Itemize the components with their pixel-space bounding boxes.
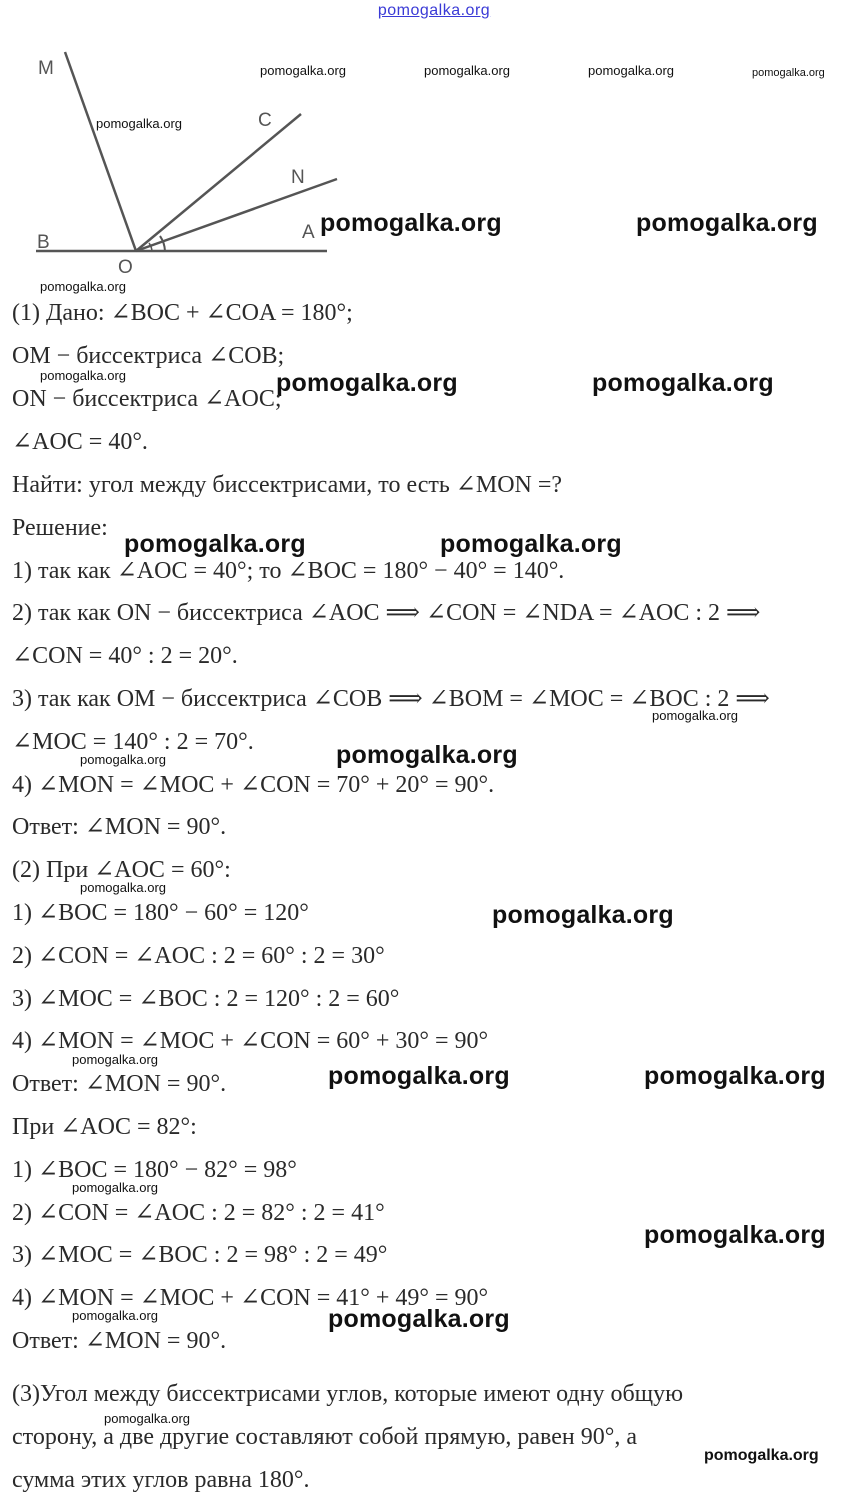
watermark: pomogalka.org bbox=[72, 1180, 158, 1195]
solution-step: 3) ∠MOC = ∠BOC : 2 = 120° : 2 = 60° bbox=[12, 986, 400, 1012]
label-M: M bbox=[38, 58, 54, 79]
watermark: pomogalka.org bbox=[336, 741, 518, 769]
solution-step: 4) ∠MON = ∠MOC + ∠CON = 70° + 20° = 90°. bbox=[12, 772, 495, 798]
ray-OC bbox=[136, 114, 301, 251]
watermark: pomogalka.org bbox=[752, 67, 825, 79]
angle-arc bbox=[160, 236, 165, 251]
watermark: pomogalka.org bbox=[40, 368, 126, 383]
watermark: pomogalka.org bbox=[72, 1052, 158, 1067]
conclusion-line: сторону, а две другие составляют собой прямую, равен 90°, а bbox=[12, 1424, 637, 1450]
watermark: pomogalka.org bbox=[644, 1062, 826, 1090]
watermark: pomogalka.org bbox=[704, 1447, 819, 1464]
given-line: ON − биссектриса ∠AOC; bbox=[12, 386, 282, 412]
conclusion-line: сумма этих углов равна 180°. bbox=[12, 1467, 310, 1493]
watermark: pomogalka.org bbox=[652, 708, 738, 723]
solution-step: 1) так как ∠AOC = 40°; то ∠BOC = 180° − 40° = 140°. bbox=[12, 558, 565, 584]
answer-line: Ответ: ∠MON = 90°. bbox=[12, 814, 227, 840]
given-line: OM − биссектриса ∠COB; bbox=[12, 343, 285, 369]
site-header-link[interactable]: pomogalka.org bbox=[377, 2, 491, 19]
watermark: pomogalka.org bbox=[80, 880, 166, 895]
solution-step: 3) ∠MOC = ∠BOC : 2 = 98° : 2 = 49° bbox=[12, 1242, 388, 1268]
find-line: Найти: угол между биссектрисами, то есть ∠MON =? bbox=[12, 472, 563, 498]
solution-step: ∠MOC = 140° : 2 = 70°. bbox=[12, 729, 254, 755]
label-B: B bbox=[37, 232, 50, 253]
watermark: pomogalka.org bbox=[424, 63, 510, 78]
watermark: pomogalka.org bbox=[96, 116, 182, 131]
label-A: A bbox=[302, 222, 315, 243]
watermark: pomogalka.org bbox=[124, 530, 306, 558]
watermark: pomogalka.org bbox=[72, 1308, 158, 1323]
solution-step: 2) ∠CON = ∠AOC : 2 = 82° : 2 = 41° bbox=[12, 1200, 385, 1226]
watermark: pomogalka.org bbox=[328, 1305, 510, 1333]
solution-step: 1) ∠BOC = 180° − 60° = 120° bbox=[12, 900, 309, 926]
watermark: pomogalka.org bbox=[80, 752, 166, 767]
solution-heading: Решение: bbox=[12, 515, 108, 541]
watermark: pomogalka.org bbox=[40, 279, 126, 294]
watermark: pomogalka.org bbox=[440, 530, 622, 558]
given-line: (1) Дано: ∠BOC + ∠COA = 180°; bbox=[12, 300, 353, 326]
solution-step: ∠CON = 40° : 2 = 20°. bbox=[12, 643, 238, 669]
watermark: pomogalka.org bbox=[492, 901, 674, 929]
solution-step: 4) ∠MON = ∠MOC + ∠CON = 60° + 30° = 90° bbox=[12, 1028, 489, 1054]
label-N: N bbox=[291, 167, 305, 188]
solution-step: 3) так как OM − биссектриса ∠COB ⟹ ∠BOM = ∠MOC = ∠BOC : 2 ⟹ bbox=[12, 686, 770, 712]
watermark: pomogalka.org bbox=[276, 369, 458, 397]
watermark: pomogalka.org bbox=[260, 63, 346, 78]
label-C: C bbox=[258, 110, 272, 131]
solution-step: 2) так как ON − биссектриса ∠AOC ⟹ ∠CON = ∠NDA = ∠AOC : 2 ⟹ bbox=[12, 600, 761, 626]
solution-step: 2) ∠CON = ∠AOC : 2 = 60° : 2 = 30° bbox=[12, 943, 385, 969]
watermark: pomogalka.org bbox=[644, 1221, 826, 1249]
solution-step: 4) ∠MON = ∠MOC + ∠CON = 41° + 49° = 90° bbox=[12, 1285, 489, 1311]
case-heading: При ∠AOC = 82°: bbox=[12, 1114, 197, 1140]
conclusion-line: (3)Угол между биссектрисами углов, которые имеют одну общую bbox=[12, 1381, 684, 1407]
solution-step: 1) ∠BOC = 180° − 82° = 98° bbox=[12, 1157, 297, 1183]
watermark: pomogalka.org bbox=[588, 63, 674, 78]
ray-OM bbox=[65, 52, 136, 251]
watermark: pomogalka.org bbox=[104, 1411, 190, 1426]
watermark: pomogalka.org bbox=[592, 369, 774, 397]
watermark: pomogalka.org bbox=[328, 1062, 510, 1090]
given-line: ∠AOC = 40°. bbox=[12, 429, 148, 455]
watermark: pomogalka.org bbox=[636, 209, 818, 237]
case-heading: (2) При ∠AOC = 60°: bbox=[12, 857, 231, 883]
watermark: pomogalka.org bbox=[320, 209, 502, 237]
answer-line: Ответ: ∠MON = 90°. bbox=[12, 1328, 227, 1354]
answer-line: Ответ: ∠MON = 90°. bbox=[12, 1071, 227, 1097]
label-O: O bbox=[118, 257, 133, 278]
